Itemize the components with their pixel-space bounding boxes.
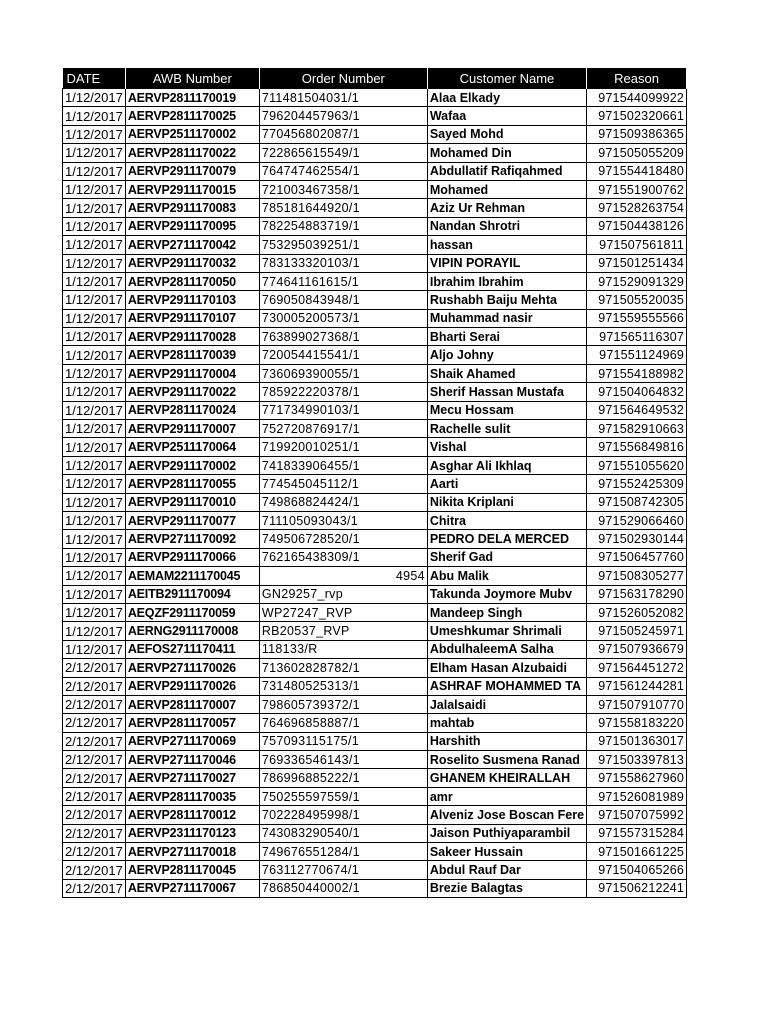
cell-customer-name[interactable]: VIPIN PORAYIL (427, 254, 586, 272)
cell-reason[interactable]: 971564451272 (587, 659, 687, 677)
cell-date[interactable]: 1/12/2017 (63, 217, 126, 235)
cell-order-number[interactable]: 749506728520/1 (259, 530, 427, 548)
cell-order-number[interactable]: 713602828782/1 (259, 659, 427, 677)
cell-customer-name[interactable]: Brezie Balagtas (427, 879, 586, 897)
cell-date[interactable]: 1/12/2017 (63, 180, 126, 198)
cell-order-number[interactable]: 762165438309/1 (259, 548, 427, 566)
cell-customer-name[interactable]: Rachelle sulit (427, 420, 586, 438)
cell-order-number[interactable]: 719920010251/1 (259, 438, 427, 456)
cell-order-number[interactable]: 769050843948/1 (259, 291, 427, 309)
cell-date[interactable]: 2/12/2017 (63, 677, 126, 695)
cell-date[interactable]: 1/12/2017 (63, 254, 126, 272)
cell-order-number[interactable]: 730005200573/1 (259, 309, 427, 327)
cell-date[interactable]: 2/12/2017 (63, 732, 126, 750)
cell-customer-name[interactable]: AbdulhaleemA Salha (427, 640, 586, 658)
table-row (63, 438, 687, 456)
cell-date[interactable]: 1/12/2017 (63, 107, 126, 125)
cell-awb-number[interactable]: AERVP2911170022 (125, 383, 259, 401)
cell-awb-number[interactable]: AERVP2511170002 (125, 125, 259, 143)
table-row (63, 328, 687, 346)
cell-date[interactable]: 2/12/2017 (63, 843, 126, 861)
table-row (63, 162, 687, 180)
cell-order-number[interactable]: 750255597559/1 (259, 787, 427, 805)
table-row (63, 530, 687, 548)
cell-awb-number[interactable]: AEITB2911170094 (125, 585, 259, 603)
cell-order-number[interactable]: 4954 (259, 567, 427, 585)
cell-customer-name[interactable]: Muhammad nasir (427, 309, 586, 327)
table-row (63, 585, 687, 603)
cell-awb-number[interactable]: AERVP2811170019 (125, 89, 259, 107)
cell-order-number[interactable]: 796204457963/1 (259, 107, 427, 125)
table-row (63, 861, 687, 879)
cell-reason[interactable]: 971557315284 (587, 824, 687, 842)
cell-reason[interactable]: 971559555566 (587, 309, 687, 327)
cell-reason[interactable]: 971558627960 (587, 769, 687, 787)
cell-customer-name[interactable]: Mohamed (427, 180, 586, 198)
cell-customer-name[interactable]: ASHRAF MOHAMMED TA (427, 677, 586, 695)
cell-date[interactable]: 1/12/2017 (63, 199, 126, 217)
cell-awb-number[interactable]: AERVP2811170007 (125, 695, 259, 713)
header-reason[interactable]: Reason (587, 68, 687, 89)
cell-awb-number[interactable]: AEMAM2211170045 (125, 567, 259, 585)
cell-customer-name[interactable]: Roselito Susmena Ranad (427, 751, 586, 769)
cell-order-number[interactable]: 722865615549/1 (259, 144, 427, 162)
table-row (63, 493, 687, 511)
cell-reason[interactable]: 971551900762 (587, 180, 687, 198)
table-row (63, 401, 687, 419)
table-row (63, 879, 687, 897)
cell-awb-number[interactable]: AERVP2911170010 (125, 493, 259, 511)
table-row (63, 420, 687, 438)
cell-awb-number[interactable]: AERVP2911170066 (125, 548, 259, 566)
cell-date[interactable]: 1/12/2017 (63, 328, 126, 346)
cell-date[interactable]: 1/12/2017 (63, 420, 126, 438)
cell-awb-number[interactable]: AERVP2811170024 (125, 401, 259, 419)
table-row (63, 309, 687, 327)
cell-reason[interactable]: 971528263754 (587, 199, 687, 217)
cell-awb-number[interactable]: AEQZF2911170059 (125, 603, 259, 621)
table-row (63, 732, 687, 750)
cell-order-number[interactable]: 785922220378/1 (259, 383, 427, 401)
cell-order-number[interactable]: 763112770674/1 (259, 861, 427, 879)
cell-date[interactable]: 1/12/2017 (63, 438, 126, 456)
cell-awb-number[interactable]: AERVP2711170069 (125, 732, 259, 750)
table-row (63, 236, 687, 254)
cell-order-number[interactable]: GN29257_rvp (259, 585, 427, 603)
cell-customer-name[interactable]: Vishal (427, 438, 586, 456)
cell-order-number[interactable]: 764747462554/1 (259, 162, 427, 180)
cell-customer-name[interactable]: Chitra (427, 511, 586, 529)
cell-customer-name[interactable]: Sherif Gad (427, 548, 586, 566)
cell-order-number[interactable]: 763899027368/1 (259, 328, 427, 346)
table-row (63, 180, 687, 198)
header-customer-name[interactable]: Customer Name (427, 68, 586, 89)
cell-awb-number[interactable]: AERVP2911170004 (125, 364, 259, 382)
cell-awb-number[interactable]: AERVP2811170055 (125, 475, 259, 493)
cell-order-number[interactable]: 749676551284/1 (259, 843, 427, 861)
cell-date[interactable]: 2/12/2017 (63, 824, 126, 842)
cell-customer-name[interactable]: Abdullatif Rafiqahmed (427, 162, 586, 180)
table-row (63, 107, 687, 125)
cell-reason[interactable]: 971551055620 (587, 456, 687, 474)
table-row (63, 475, 687, 493)
cell-order-number[interactable]: WP27247_RVP (259, 603, 427, 621)
cell-order-number[interactable]: 783133320103/1 (259, 254, 427, 272)
cell-reason[interactable]: 971506212241 (587, 879, 687, 897)
cell-date[interactable]: 1/12/2017 (63, 622, 126, 640)
cell-awb-number[interactable]: AERVP2911170032 (125, 254, 259, 272)
cell-customer-name[interactable]: Mohamed Din (427, 144, 586, 162)
cell-order-number[interactable]: 782254883719/1 (259, 217, 427, 235)
cell-awb-number[interactable]: AERVP2711170092 (125, 530, 259, 548)
cell-date[interactable]: 1/12/2017 (63, 567, 126, 585)
cell-date[interactable]: 1/12/2017 (63, 364, 126, 382)
header-row (63, 68, 687, 89)
cell-customer-name[interactable]: Elham Hasan Alzubaidi (427, 659, 586, 677)
cell-order-number[interactable]: 741833906455/1 (259, 456, 427, 474)
cell-order-number[interactable]: 711481504031/1 (259, 89, 427, 107)
table-row (63, 567, 687, 585)
table-row (63, 659, 687, 677)
cell-awb-number[interactable]: AERVP2711170046 (125, 751, 259, 769)
table-row (63, 695, 687, 713)
table-row (63, 364, 687, 382)
cell-reason[interactable]: 971529066460 (587, 511, 687, 529)
cell-awb-number[interactable]: AERVP2911170079 (125, 162, 259, 180)
cell-order-number[interactable]: 764696858887/1 (259, 714, 427, 732)
cell-awb-number[interactable]: AERVP2511170064 (125, 438, 259, 456)
cell-date[interactable]: 1/12/2017 (63, 511, 126, 529)
cell-customer-name[interactable]: Nandan Shrotri (427, 217, 586, 235)
cell-order-number[interactable]: 752720876917/1 (259, 420, 427, 438)
cell-reason[interactable]: 971505055209 (587, 144, 687, 162)
cell-customer-name[interactable]: Wafaa (427, 107, 586, 125)
table-row (63, 806, 687, 824)
cell-date[interactable]: 1/12/2017 (63, 585, 126, 603)
cell-awb-number[interactable]: AERVP2311170123 (125, 824, 259, 842)
cell-reason[interactable]: 971507561811 (587, 236, 687, 254)
table-row (63, 291, 687, 309)
cell-date[interactable]: 2/12/2017 (63, 714, 126, 732)
cell-date[interactable]: 1/12/2017 (63, 383, 126, 401)
cell-date[interactable]: 2/12/2017 (63, 861, 126, 879)
header-awb-number[interactable]: AWB Number (125, 68, 259, 89)
cell-reason[interactable]: 971505245971 (587, 622, 687, 640)
cell-customer-name[interactable]: Asghar Ali Ikhlaq (427, 456, 586, 474)
cell-customer-name[interactable]: Ibrahim Ibrahim (427, 272, 586, 290)
cell-awb-number[interactable]: AERVP2711170018 (125, 843, 259, 861)
cell-date[interactable]: 2/12/2017 (63, 695, 126, 713)
cell-order-number[interactable]: 771734990103/1 (259, 401, 427, 419)
cell-customer-name[interactable]: Takunda Joymore Mubv (427, 585, 586, 603)
cell-reason[interactable]: 971554188982 (587, 364, 687, 382)
cell-awb-number[interactable]: AERVP2711170042 (125, 236, 259, 254)
header-order-number[interactable]: Order Number (259, 68, 427, 89)
cell-reason[interactable]: 971551124969 (587, 346, 687, 364)
cell-order-number[interactable]: RB20537_RVP (259, 622, 427, 640)
cell-date[interactable]: 1/12/2017 (63, 548, 126, 566)
cell-customer-name[interactable]: Mecu Hossam (427, 401, 586, 419)
cell-reason[interactable]: 971504438126 (587, 217, 687, 235)
table-body (63, 89, 687, 898)
cell-reason[interactable]: 971501251434 (587, 254, 687, 272)
cell-reason[interactable]: 971556849816 (587, 438, 687, 456)
cell-reason[interactable]: 971582910663 (587, 420, 687, 438)
cell-reason[interactable]: 971504064832 (587, 383, 687, 401)
table-row (63, 769, 687, 787)
cell-reason[interactable]: 971508305277 (587, 567, 687, 585)
cell-awb-number[interactable]: AERVP2911170026 (125, 677, 259, 695)
cell-reason[interactable]: 971526081989 (587, 787, 687, 805)
cell-awb-number[interactable]: AERVP2911170028 (125, 328, 259, 346)
table-row (63, 751, 687, 769)
cell-date[interactable]: 1/12/2017 (63, 125, 126, 143)
cell-order-number[interactable]: 774545045112/1 (259, 475, 427, 493)
cell-awb-number[interactable]: AERVP2811170035 (125, 787, 259, 805)
cell-customer-name[interactable]: Abdul Rauf Dar (427, 861, 586, 879)
cell-order-number[interactable]: 786996885222/1 (259, 769, 427, 787)
cell-order-number[interactable]: 786850440002/1 (259, 879, 427, 897)
cell-customer-name[interactable]: hassan (427, 236, 586, 254)
cell-reason[interactable]: 971507075992 (587, 806, 687, 824)
table-row (63, 714, 687, 732)
cell-reason[interactable]: 971506457760 (587, 548, 687, 566)
cell-reason[interactable]: 971564649532 (587, 401, 687, 419)
table-row (63, 548, 687, 566)
cell-reason[interactable]: 971502930144 (587, 530, 687, 548)
cell-customer-name[interactable]: Nikita Kriplani (427, 493, 586, 511)
table-row (63, 383, 687, 401)
cell-customer-name[interactable]: Jalalsaidi (427, 695, 586, 713)
cell-order-number[interactable]: 769336546143/1 (259, 751, 427, 769)
cell-customer-name[interactable]: amr (427, 787, 586, 805)
cell-customer-name[interactable]: Jaison Puthiyaparambil (427, 824, 586, 842)
cell-reason[interactable]: 971544099922 (587, 89, 687, 107)
cell-reason[interactable]: 971502320661 (587, 107, 687, 125)
cell-reason[interactable]: 971505520035 (587, 291, 687, 309)
cell-reason[interactable]: 971554418480 (587, 162, 687, 180)
cell-date[interactable]: 2/12/2017 (63, 769, 126, 787)
cell-reason[interactable]: 971503397813 (587, 751, 687, 769)
table-row (63, 622, 687, 640)
cell-awb-number[interactable]: AERVP2811170022 (125, 144, 259, 162)
table-row (63, 254, 687, 272)
cell-order-number[interactable]: 702228495998/1 (259, 806, 427, 824)
cell-awb-number[interactable]: AERVP2811170039 (125, 346, 259, 364)
cell-awb-number[interactable]: AERVP2911170007 (125, 420, 259, 438)
cell-date[interactable]: 1/12/2017 (63, 309, 126, 327)
cell-awb-number[interactable]: AERVP2711170026 (125, 659, 259, 677)
cell-awb-number[interactable]: AERVP2911170002 (125, 456, 259, 474)
table-row (63, 843, 687, 861)
cell-date[interactable]: 1/12/2017 (63, 89, 126, 107)
cell-awb-number[interactable]: AERVP2911170103 (125, 291, 259, 309)
cell-awb-number[interactable]: AERVP2811170012 (125, 806, 259, 824)
cell-reason[interactable]: 971504065266 (587, 861, 687, 879)
cell-customer-name[interactable]: Harshith (427, 732, 586, 750)
cell-reason[interactable]: 971529091329 (587, 272, 687, 290)
cell-date[interactable]: 1/12/2017 (63, 493, 126, 511)
cell-date[interactable]: 2/12/2017 (63, 787, 126, 805)
table-row (63, 199, 687, 217)
cell-customer-name[interactable]: GHANEM KHEIRALLAH (427, 769, 586, 787)
cell-customer-name[interactable]: Sakeer Hussain (427, 843, 586, 861)
cell-date[interactable]: 2/12/2017 (63, 751, 126, 769)
cell-awb-number[interactable]: AERVP2911170083 (125, 199, 259, 217)
cell-awb-number[interactable]: AERVP2711170027 (125, 769, 259, 787)
cell-awb-number[interactable]: AEFOS2711170411 (125, 640, 259, 658)
shipments-table (62, 68, 687, 898)
cell-order-number[interactable]: 774641161615/1 (259, 272, 427, 290)
cell-reason[interactable]: 971552425309 (587, 475, 687, 493)
cell-awb-number[interactable]: AERVP2911170095 (125, 217, 259, 235)
cell-reason[interactable]: 971501661225 (587, 843, 687, 861)
cell-date[interactable]: 1/12/2017 (63, 144, 126, 162)
cell-customer-name[interactable]: Mandeep Singh (427, 603, 586, 621)
cell-customer-name[interactable]: Bharti Serai (427, 328, 586, 346)
table-row (63, 511, 687, 529)
cell-date[interactable]: 2/12/2017 (63, 879, 126, 897)
cell-awb-number[interactable]: AERVP2711170067 (125, 879, 259, 897)
table-row (63, 677, 687, 695)
table-row (63, 603, 687, 621)
cell-customer-name[interactable]: PEDRO DELA MERCED (427, 530, 586, 548)
table-row (63, 787, 687, 805)
cell-reason[interactable]: 971508742305 (587, 493, 687, 511)
cell-awb-number[interactable]: AERVP2811170045 (125, 861, 259, 879)
cell-date[interactable]: 2/12/2017 (63, 659, 126, 677)
cell-order-number[interactable]: 785181644920/1 (259, 199, 427, 217)
cell-awb-number[interactable]: AERVP2911170077 (125, 511, 259, 529)
cell-customer-name[interactable]: Aarti (427, 475, 586, 493)
cell-customer-name[interactable]: Sherif Hassan Mustafa (427, 383, 586, 401)
cell-reason[interactable]: 971526052082 (587, 603, 687, 621)
cell-date[interactable]: 1/12/2017 (63, 530, 126, 548)
cell-order-number[interactable]: 798605739372/1 (259, 695, 427, 713)
cell-reason[interactable]: 971507936679 (587, 640, 687, 658)
cell-customer-name[interactable]: Umeshkumar Shrimali (427, 622, 586, 640)
cell-order-number[interactable]: 720054415541/1 (259, 346, 427, 364)
cell-awb-number[interactable]: AERVP2811170050 (125, 272, 259, 290)
cell-customer-name[interactable]: Sayed Mohd (427, 125, 586, 143)
cell-reason[interactable]: 971563178290 (587, 585, 687, 603)
cell-date[interactable]: 1/12/2017 (63, 272, 126, 290)
table-row (63, 346, 687, 364)
table-row (63, 217, 687, 235)
cell-reason[interactable]: 971509386365 (587, 125, 687, 143)
cell-customer-name[interactable]: Alveniz Jose Boscan Fere (427, 806, 586, 824)
cell-customer-name[interactable]: Aziz Ur Rehman (427, 199, 586, 217)
cell-order-number[interactable]: 731480525313/1 (259, 677, 427, 695)
table-row (63, 144, 687, 162)
cell-date[interactable]: 1/12/2017 (63, 291, 126, 309)
cell-awb-number[interactable]: AERVP2911170015 (125, 180, 259, 198)
table-row (63, 640, 687, 658)
header-date[interactable]: DATE (63, 68, 126, 89)
table-row (63, 89, 687, 107)
cell-order-number[interactable]: 721003467358/1 (259, 180, 427, 198)
cell-reason[interactable]: 971558183220 (587, 714, 687, 732)
table-row (63, 125, 687, 143)
cell-customer-name[interactable]: mahtab (427, 714, 586, 732)
cell-order-number[interactable]: 118133/R (259, 640, 427, 658)
cell-date[interactable]: 1/12/2017 (63, 346, 126, 364)
cell-date[interactable]: 1/12/2017 (63, 236, 126, 254)
cell-awb-number[interactable]: AERVP2911170107 (125, 309, 259, 327)
cell-order-number[interactable]: 749868824424/1 (259, 493, 427, 511)
cell-date[interactable]: 1/12/2017 (63, 456, 126, 474)
cell-awb-number[interactable]: AERVP2811170025 (125, 107, 259, 125)
cell-reason[interactable]: 971565116307 (587, 328, 687, 346)
cell-order-number[interactable]: 711105093043/1 (259, 511, 427, 529)
cell-reason[interactable]: 971561244281 (587, 677, 687, 695)
cell-order-number[interactable]: 770456802087/1 (259, 125, 427, 143)
table-row (63, 456, 687, 474)
cell-order-number[interactable]: 753295039251/1 (259, 236, 427, 254)
cell-customer-name[interactable]: Alaa Elkady (427, 89, 586, 107)
cell-order-number[interactable]: 736069390055/1 (259, 364, 427, 382)
cell-order-number[interactable]: 743083290540/1 (259, 824, 427, 842)
cell-date[interactable]: 1/12/2017 (63, 162, 126, 180)
table-row (63, 824, 687, 842)
cell-customer-name[interactable]: Rushabh Baiju Mehta (427, 291, 586, 309)
cell-awb-number[interactable]: AERVP2811170057 (125, 714, 259, 732)
table-row (63, 272, 687, 290)
cell-reason[interactable]: 971507910770 (587, 695, 687, 713)
cell-customer-name[interactable]: Abu Malik (427, 567, 586, 585)
cell-order-number[interactable]: 757093115175/1 (259, 732, 427, 750)
cell-customer-name[interactable]: Shaik Ahamed (427, 364, 586, 382)
cell-date[interactable]: 1/12/2017 (63, 640, 126, 658)
cell-customer-name[interactable]: Aljo Johny (427, 346, 586, 364)
cell-awb-number[interactable]: AERNG2911170008 (125, 622, 259, 640)
cell-date[interactable]: 2/12/2017 (63, 806, 126, 824)
cell-date[interactable]: 1/12/2017 (63, 603, 126, 621)
cell-reason[interactable]: 971501363017 (587, 732, 687, 750)
cell-date[interactable]: 1/12/2017 (63, 401, 126, 419)
cell-date[interactable]: 1/12/2017 (63, 475, 126, 493)
